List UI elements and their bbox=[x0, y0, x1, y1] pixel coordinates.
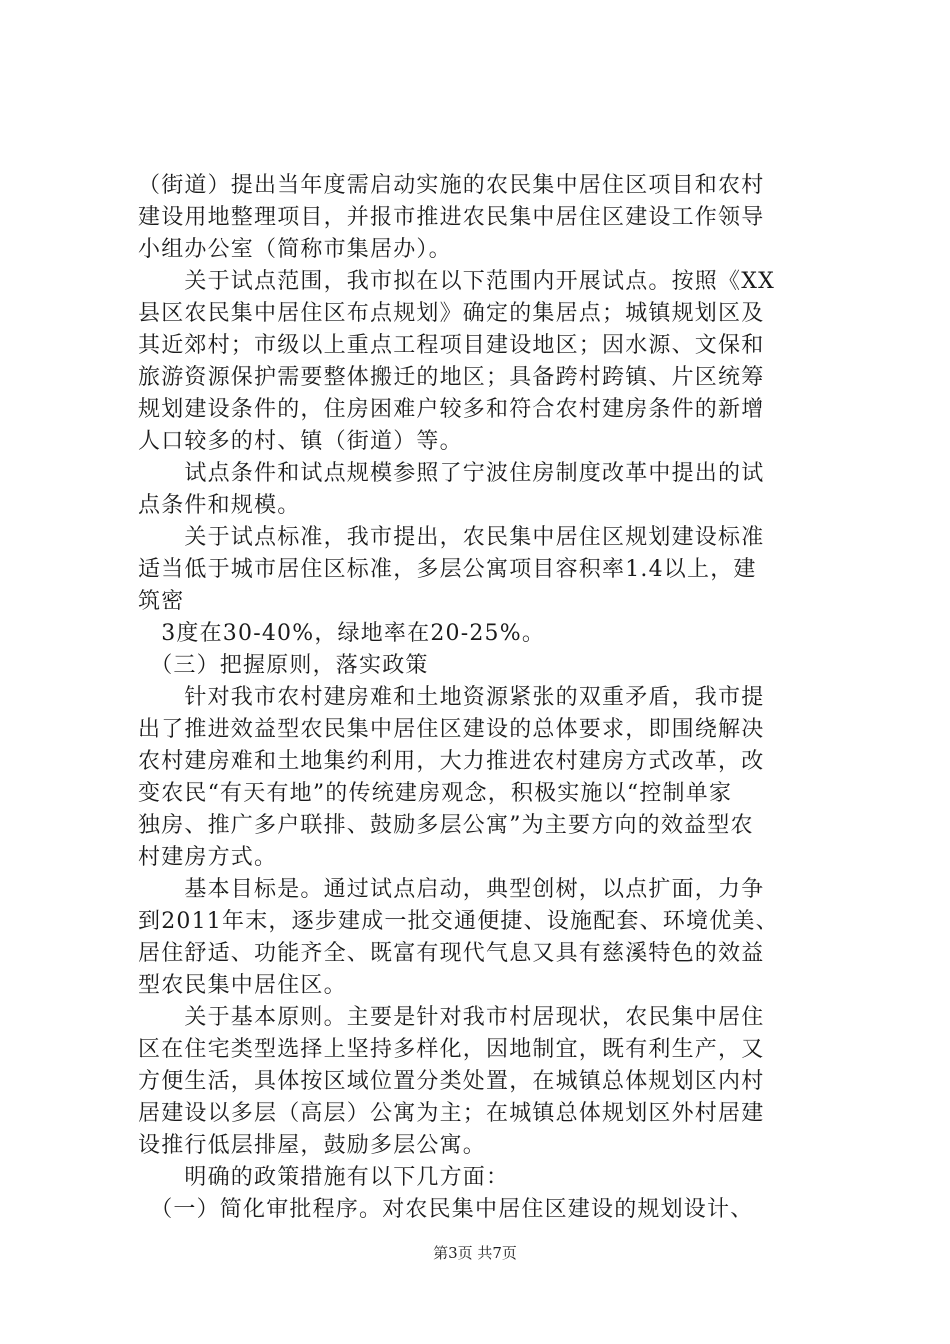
page-footer: 第3页 共7页 bbox=[433, 1244, 517, 1262]
text-line: 方便生活，具体按区域位置分类处置，在城镇总体规划区内村 bbox=[138, 1069, 765, 1094]
text-line: 区在住宅类型选择上坚持多样化，因地制宜，既有利生产，又 bbox=[138, 1037, 765, 1062]
text-line: 筑密 bbox=[138, 589, 185, 614]
text-line: 建设用地整理项目，并报市推进农民集中居住区建设工作领导 bbox=[138, 205, 765, 230]
text-line: 点条件和规模。 bbox=[138, 493, 301, 518]
text-line: 型农民集中居住区。 bbox=[138, 973, 347, 998]
text-line: 规划建设条件的，住房困难户较多和符合农村建房条件的新增 bbox=[138, 397, 765, 422]
text-line: 明确的政策措施有以下几方面： bbox=[138, 1165, 510, 1190]
text-line: 村建房方式。 bbox=[138, 845, 278, 870]
text-line: 基本目标是。通过试点启动，典型创树，以点扩面，力争 bbox=[138, 877, 765, 902]
text-line: 农村建房难和土地集约利用，大力推进农村建房方式改革，改 bbox=[138, 749, 765, 774]
text-line: 到2011年末，逐步建成一批交通便捷、设施配套、环境优美、 bbox=[138, 909, 779, 934]
text-line: 关于基本原则。主要是针对我市村居现状，农民集中居住 bbox=[138, 1005, 765, 1030]
text-line: 3度在30-40%，绿地率在20-25%。 bbox=[138, 621, 546, 646]
text-line: 旅游资源保护需要整体搬迁的地区；具备跨村跨镇、片区统筹 bbox=[138, 365, 765, 390]
text-line: 人口较多的村、镇（街道）等。 bbox=[138, 429, 463, 454]
text-line: 县区农民集中居住区布点规划》确定的集居点；城镇规划区及 bbox=[138, 301, 765, 326]
text-line: 关于试点范围，我市拟在以下范围内开展试点。按照《XX bbox=[138, 269, 775, 294]
text-line: （三）把握原则，落实政策 bbox=[138, 653, 429, 678]
text-line: 试点条件和试点规模参照了宁波住房制度改革中提出的试 bbox=[138, 461, 765, 486]
text-line: 独房、推广多户联排、鼓励多层公寓”为主要方向的效益型农 bbox=[138, 813, 754, 838]
text-line: （街道）提出当年度需启动实施的农民集中居住区项目和农村 bbox=[138, 173, 765, 198]
text-line: 设推行低层排屋，鼓励多层公寓。 bbox=[138, 1133, 487, 1158]
document-body bbox=[138, 170, 838, 1226]
text-line: （一）简化审批程序。对农民集中居住区建设的规划设计、 bbox=[138, 1197, 754, 1222]
text-line: 其近郊村；市级以上重点工程项目建设地区；因水源、文保和 bbox=[138, 333, 765, 358]
text-line: 变农民“有天有地”的传统建房观念，积极实施以“控制单家 bbox=[138, 781, 733, 806]
text-line: 适当低于城市居住区标准，多层公寓项目容积率1.4以上，建 bbox=[138, 557, 757, 582]
text-line: 针对我市农村建房难和土地资源紧张的双重矛盾，我市提 bbox=[138, 685, 765, 710]
text-line: 居建设以多层（高层）公寓为主；在城镇总体规划区外村居建 bbox=[138, 1101, 765, 1126]
text-line: 小组办公室（简称市集居办）。 bbox=[138, 237, 452, 262]
text-line: 居住舒适、功能齐全、既富有现代气息又具有慈溪特色的效益 bbox=[138, 941, 765, 966]
text-line: 关于试点标准，我市提出，农民集中居住区规划建设标准 bbox=[138, 525, 765, 550]
text-line: 出了推进效益型农民集中居住区建设的总体要求，即围绕解决 bbox=[138, 717, 765, 742]
